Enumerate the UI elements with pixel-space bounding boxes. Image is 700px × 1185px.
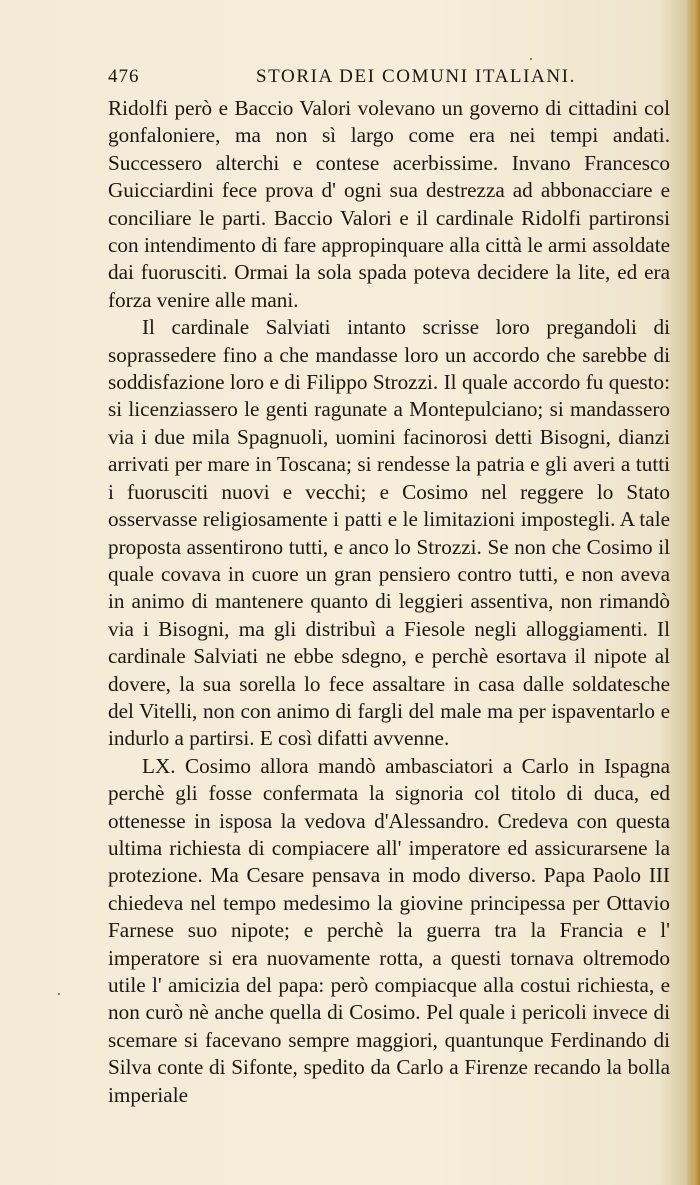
body-text [108,95,670,1109]
page-header [108,66,668,96]
page-number: 476 [108,66,140,87]
paper-speck [530,58,532,60]
paragraph-2: Il cardinale Salviati intanto scrisse loro pregandoli di soprassedere fino a che mandasse loro un accordo che sarebbe di soddisfazione loro e di Filippo Strozzi. Il quale accordo fu questo: si licenziassero le genti ragunate a Montepulciano; si mandassero via i due mila Spagnuoli, uomini facinorosi detti Bisogni, dianzi arrivati per mare in Toscana; si rendesse la patria e gli averi a tutti i fuorusciti nuovi e vecchi; e Cosimo nel reggere lo Stato osservasse religiosamente i patti e le limitazioni impostegli. A tale proposta assentirono tutti, e anco lo Strozzi. Se non che Cosimo il quale covava in cuore un gran pensiero contro tutti, e non aveva in animo di mantenere quanto di leggieri assentiva, non rimandò via i Bisogni, ma gli distribuì a Fiesole negli alloggiamenti. Il cardinale Salviati ne ebbe sdegno, e perchè esortava il nipote al dovere, la sua sorella lo fece assaltare in casa dalle soldatesche del Vitelli, non con animo di fargli del male ma per ispaventarlo e indurlo a partirsi. E così difatti avvenne. [108,315,670,751]
paper-speck [58,993,60,995]
paragraph-3: LX. Cosimo allora mandò ambasciatori a Carlo in Ispagna perchè gli fosse confermata la signoria col titolo di duca, ed ottenesse in isposa la vedova d'Alessandro. Credeva con questa ultima richiesta di compiacere all' imperatore ed assicurarsene la protezione. Ma Cesare pensava in modo diverso. Papa Paolo III chiedeva nel tempo medesimo la giovine principessa per Ottavio Farnese suo nipote; e perchè la guerra tra la Francia e l' imperatore si era nuovamente rotta, a questi tornava oltremodo utile l' amicizia del papa: però compiacque alla costui richiesta, e non curò nè anche quella di Cosimo. Pel quale i pericoli invece di scemare si facevano sempre maggiori, quantunque Ferdinando di Silva conte di Sifonte, spedito da Carlo a Firenze recando la bolla imperiale [108,753,670,1107]
paragraph-1: Ridolfi però e Baccio Valori volevano un governo di cittadini col gonfaloniere, ma non sì largo come era nei tempi andati. Successero alterchi e contese acerbissime. Invano Francesco Guicciardini fece prova d' ogni sua destrezza ad abbonacciare e conciliare le parti. Baccio Valori e il cardinale Ridolfi partironsi con intendimento di fare appropinquare alla città le armi assoldate dai fuorusciti. Ormai la sola spada poteva decidere la lite, ed era forza venire alle mani. [108,96,670,312]
page-edge-shadow [686,0,700,1185]
running-title: STORIA DEI COMUNI ITALIANI. [256,66,576,87]
